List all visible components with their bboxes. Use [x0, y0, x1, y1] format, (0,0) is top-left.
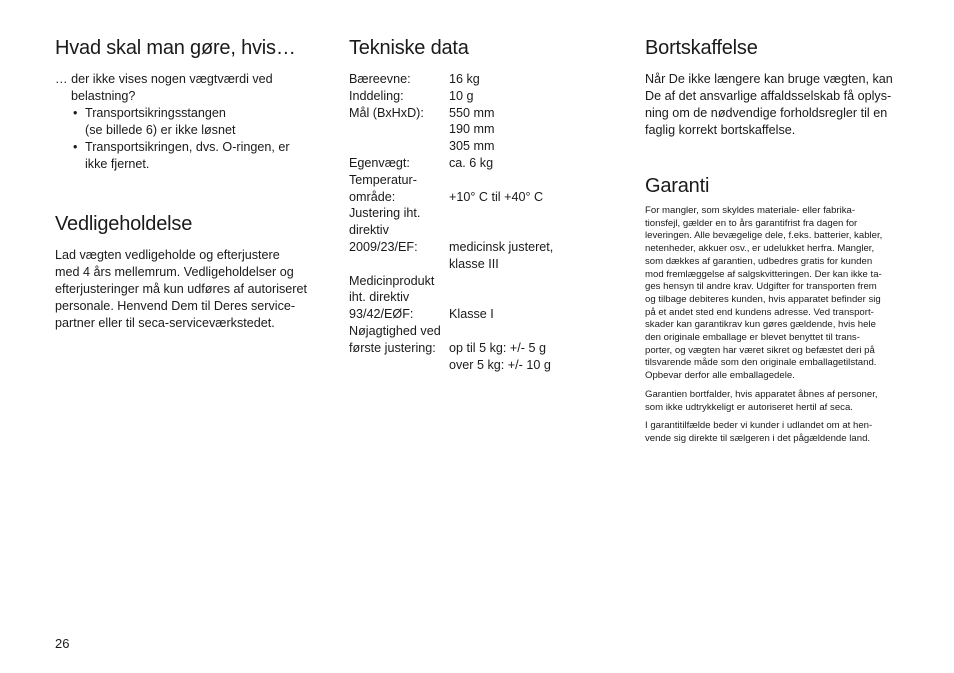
warranty-line: mod fremlæggelse af salgskvitteringen. Der kan ikke ta-: [645, 268, 882, 280]
table-row: [349, 138, 553, 155]
warranty-line: porter, og vægten har været sikret og befæstet deri på: [645, 344, 875, 356]
spec-value: [449, 222, 553, 239]
column-troubleshooting: [55, 35, 330, 332]
spec-label: 93/42/EØF:: [349, 307, 414, 322]
spec-value: [449, 323, 553, 340]
spec-label: [349, 121, 449, 138]
table-row: [349, 239, 553, 256]
table-row: [349, 256, 553, 273]
warranty-paragraph-3: [645, 420, 920, 445]
table-row: [349, 155, 553, 172]
spec-value: [449, 289, 553, 306]
spec-value: klasse III: [449, 256, 499, 271]
spec-value: ca. 6 kg: [449, 155, 494, 170]
table-row: [349, 189, 553, 206]
spec-label: [349, 357, 449, 374]
warranty-line: Garantien bortfalder, hvis apparatet åbnes af personer,: [645, 388, 878, 400]
spec-value: op til 5 kg: +/- 5 g: [449, 340, 546, 355]
table-row: [349, 88, 553, 105]
page-number: 26: [55, 636, 70, 651]
spec-value: [449, 205, 553, 222]
warranty-line: I garantitilfælde beder vi kunder i udlandet om at hen-: [645, 420, 873, 432]
spec-value: [449, 273, 553, 290]
troubleshooting-heading: Hvad skal man gøre, hvis…: [55, 37, 296, 59]
spec-value: over 5 kg: +/- 10 g: [449, 357, 551, 372]
warranty-line: vende sig direkte til sælgeren i det pågældende land.: [645, 432, 871, 444]
spec-label: iht. direktiv: [349, 290, 410, 305]
maintenance-heading: Vedligeholdelse: [55, 213, 193, 235]
warranty-line: på et andet sted end kundens adresse. Ved transport-: [645, 306, 874, 318]
table-row: [349, 306, 553, 323]
warranty-line: som ikke udtrykkeligt er autoriseret hertil af seca.: [645, 401, 853, 413]
troubleshooting-list: [55, 105, 330, 173]
maintenance-text: Lad vægten vedligeholde og efterjustere med 4 års mellemrum. Vedligeholdelser og efterjusteringer må kun udføres af autoriseret personale. Henvend Dem til Deres service- partner eller til seca-serviceværkstedet.: [55, 248, 307, 330]
spec-value: medicinsk justeret,: [449, 239, 554, 254]
spec-value: 550 mm: [449, 105, 495, 120]
table-row: [349, 222, 553, 239]
spec-value: [449, 172, 553, 189]
table-row: [349, 273, 553, 290]
warranty-line: den originale emballage er blevet benyttet til trans-: [645, 332, 860, 344]
spec-label: Egenvægt:: [349, 155, 410, 170]
spec-value: Klasse I: [449, 307, 494, 322]
spec-value: 190 mm: [449, 122, 495, 137]
technical-data-table: [349, 71, 553, 373]
warranty-line: skader kan garantikrav kun gøres gældende, hvis hele: [645, 319, 876, 331]
disposal-heading: Bortskaffelse: [645, 37, 758, 59]
column-disposal-warranty: [645, 35, 920, 452]
warranty-line: For mangler, som skyldes materiale- eller fabrika-: [645, 205, 856, 216]
spec-label: område:: [349, 189, 396, 204]
spec-label: Mål (BxHxD):: [349, 105, 424, 120]
list-item: • Transportsikringen, dvs. O-ringen, er ikke fjernet.: [71, 139, 330, 173]
spec-value: 305 mm: [449, 139, 495, 154]
spec-label: [349, 256, 449, 273]
spec-label: Justering iht.: [349, 206, 421, 221]
spec-label: Medicinprodukt: [349, 273, 435, 288]
warranty-line: som dækkes af garantien, udbedres gratis for kunden: [645, 255, 873, 267]
warranty-line: tilsvarende måde som den originale emballagetilstand.: [645, 357, 877, 369]
disposal-text: Når De ikke længere kan bruge vægten, kan De af det ansvarlige affaldsselskab få oplys- ning om de nødvendige forholdsregler til en faglig korrekt bortskaffelse.: [645, 72, 893, 137]
warranty-line: Opbevar derfor alle emballagedele.: [645, 370, 795, 382]
spec-label: første justering:: [349, 340, 436, 355]
spec-label: Temperatur-: [349, 172, 417, 187]
warranty-line: ges hensyn til andre krav. Udgifter for transporten frem: [645, 281, 877, 293]
spec-value: +10° C til +40° C: [449, 189, 544, 204]
spec-label: direktiv: [349, 223, 389, 238]
table-row: [349, 205, 553, 222]
list-item: • Transportsikringsstangen (se billede 6) er ikke løsnet: [71, 105, 330, 139]
warranty-line: leveringen. Alle bevægelige dele, f.eks. batterier, kabler,: [645, 230, 883, 242]
warranty-line: netenheder, akkuer osv., er udelukket herfra. Mangler,: [645, 243, 875, 255]
table-row: [349, 289, 553, 306]
warranty-heading: Garanti: [645, 175, 710, 197]
spec-label: [349, 138, 449, 155]
spec-label: 2009/23/EF:: [349, 239, 418, 254]
table-row: [349, 357, 553, 374]
table-row: [349, 323, 553, 340]
spec-label: Nøjagtighed ved: [349, 323, 441, 338]
warranty-line: og tilbage debiteres kunden, hvis apparatet befinder sig: [645, 293, 881, 305]
warranty-paragraph-2: [645, 389, 920, 414]
troubleshooting-intro: … der ikke vises nogen vægtværdi ved belastning?: [55, 72, 273, 103]
warranty-paragraph-1: [645, 205, 920, 383]
spec-label: Inddeling:: [349, 88, 404, 103]
spec-label: Bæreevne:: [349, 72, 411, 86]
table-row: [349, 121, 553, 138]
spec-value: 10 g: [449, 88, 474, 103]
column-technical-data: [349, 35, 584, 373]
spec-value: 16 kg: [449, 72, 480, 86]
table-row: [349, 105, 553, 122]
technical-data-heading: Tekniske data: [349, 37, 469, 59]
table-row: [349, 172, 553, 189]
table-row: [349, 71, 553, 88]
warranty-line: tionsfejl, gælder en to års garantifrist fra dagen for: [645, 217, 858, 229]
table-row: [349, 340, 553, 357]
